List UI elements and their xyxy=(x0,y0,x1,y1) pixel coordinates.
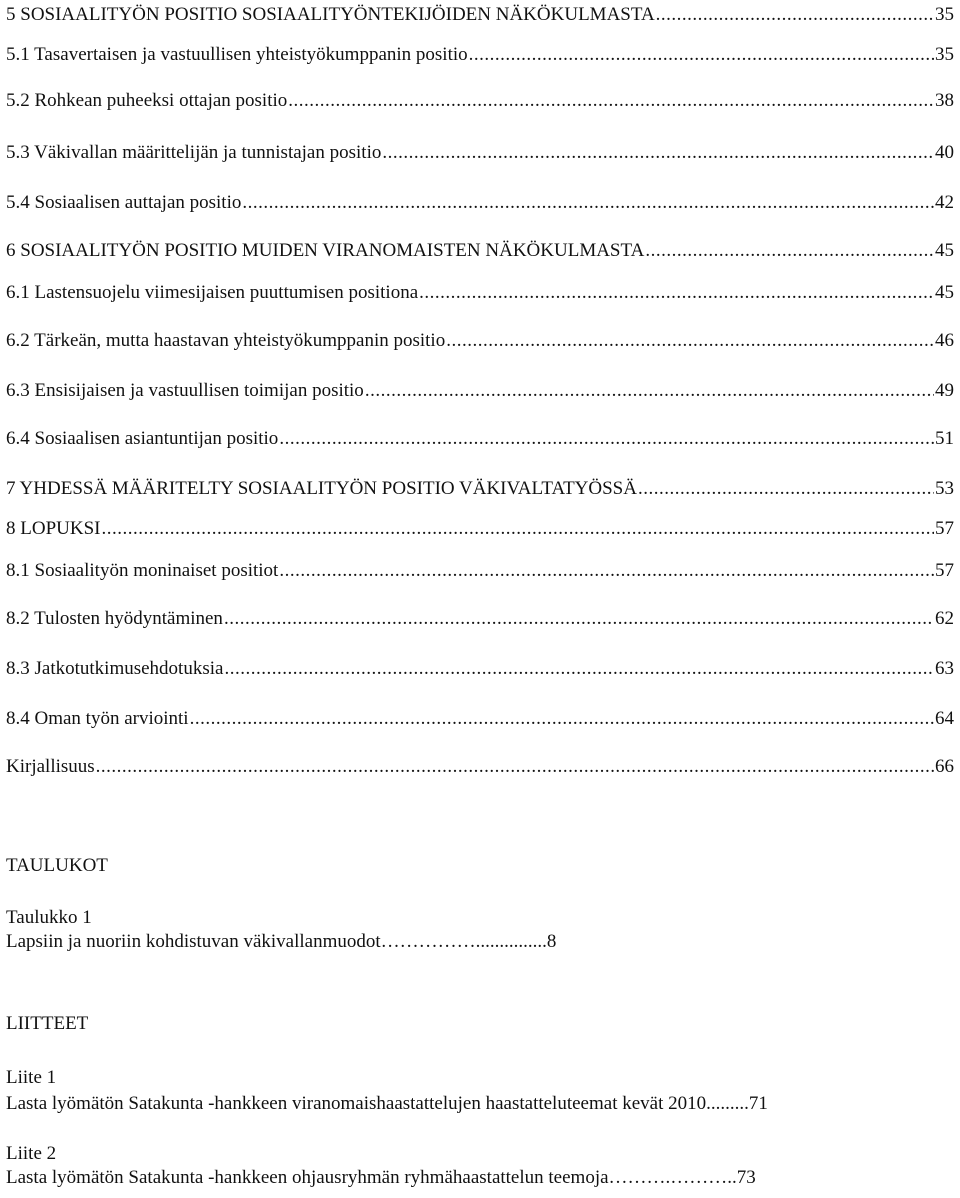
toc-entry-label: 5.3 Väkivallan määrittelijän ja tunnistajan positio xyxy=(6,142,382,163)
toc-entry-page: 64 xyxy=(935,708,954,729)
appendix-title: Liite 1 xyxy=(6,1067,57,1088)
toc-entry-label: 8.2 Tulosten hyödyntäminen xyxy=(6,608,223,629)
toc-entry-label: 6.1 Lastensuojelu viimesijaisen puuttumisen positiona xyxy=(6,282,419,303)
dot-leader xyxy=(656,2,934,28)
toc-entry-page: 62 xyxy=(935,608,954,629)
toc-entry[interactable] xyxy=(6,476,954,502)
toc-entry-label: 8.1 Sosiaalityön moninaiset positiot xyxy=(6,560,279,581)
toc-entry-page: 42 xyxy=(935,192,954,213)
toc-entry-label: 6.3 Ensisijaisen ja vastuullisen toimijan positio xyxy=(6,380,364,401)
toc-entry[interactable] xyxy=(6,280,954,306)
toc-entry-label: 5.4 Sosiaalisen auttajan positio xyxy=(6,192,242,213)
toc-entry-label: 5.2 Rohkean puheeksi ottajan positio xyxy=(6,90,288,111)
toc-entry[interactable] xyxy=(6,558,954,584)
dot-leader xyxy=(469,42,934,68)
toc-entry[interactable] xyxy=(6,656,954,682)
toc-entry-label: 5.1 Tasavertaisen ja vastuullisen yhteistyökumppanin positio xyxy=(6,44,468,65)
toc-entry-page: 66 xyxy=(935,756,954,777)
toc-entry[interactable] xyxy=(6,238,954,264)
toc-entry-label: 8.3 Jatkotutkimusehdotuksia xyxy=(6,658,224,679)
toc-entry[interactable] xyxy=(6,516,954,542)
dot-leader xyxy=(190,706,934,732)
toc-entry[interactable] xyxy=(6,2,954,28)
toc-entry[interactable] xyxy=(6,754,954,780)
dot-leader xyxy=(224,656,934,682)
toc-entry-label: 6.4 Sosiaalisen asiantuntijan positio xyxy=(6,428,279,449)
dot-leader xyxy=(645,238,934,264)
toc-entry-page: 57 xyxy=(935,518,954,539)
dot-leader xyxy=(365,378,934,404)
toc-entry-label: 8.4 Oman työn arviointi xyxy=(6,708,189,729)
toc-entry-label: Kirjallisuus xyxy=(6,756,95,777)
toc-entry-page: 57 xyxy=(935,560,954,581)
toc-entry-page: 38 xyxy=(935,90,954,111)
dot-leader xyxy=(446,328,934,354)
toc-entry-label: 6 SOSIAALITYÖN POSITIO MUIDEN VIRANOMAISTEN NÄKÖKULMASTA xyxy=(6,240,645,261)
toc-entry[interactable] xyxy=(6,88,954,114)
toc-entry[interactable] xyxy=(6,190,954,216)
toc-entry-page: 49 xyxy=(935,380,954,401)
dot-leader xyxy=(224,606,934,632)
dot-leader xyxy=(279,558,934,584)
toc-entry[interactable] xyxy=(6,42,954,68)
toc-entry-label: 8 LOPUKSI xyxy=(6,518,101,539)
toc-entry-page: 63 xyxy=(935,658,954,679)
toc-entry[interactable] xyxy=(6,706,954,732)
toc-entry[interactable] xyxy=(6,140,954,166)
appendices-heading: LIITTEET xyxy=(6,1013,89,1034)
toc-entry-label: 7 YHDESSÄ MÄÄRITELTY SOSIAALITYÖN POSITIO VÄKIVALTATYÖSSÄ xyxy=(6,478,637,499)
dot-leader xyxy=(101,516,934,542)
toc-entry-page: 40 xyxy=(935,142,954,163)
toc-entry-page: 53 xyxy=(935,478,954,499)
appendix-title: Liite 2 xyxy=(6,1143,57,1164)
dot-leader xyxy=(279,426,934,452)
dot-leader xyxy=(419,280,934,306)
toc-entry[interactable] xyxy=(6,328,954,354)
tables-heading: TAULUKOT xyxy=(6,855,108,876)
toc-entry-label: 6.2 Tärkeän, mutta haastavan yhteistyökumppanin positio xyxy=(6,330,446,351)
toc-entry-page: 51 xyxy=(935,428,954,449)
toc-entry-page: 46 xyxy=(935,330,954,351)
dot-leader xyxy=(96,754,934,780)
toc-entry-label: 5 SOSIAALITYÖN POSITIO SOSIAALITYÖNTEKIJÖIDEN NÄKÖKULMASTA xyxy=(6,4,655,25)
dot-leader xyxy=(382,140,934,166)
dot-leader xyxy=(242,190,934,216)
dot-leader xyxy=(288,88,934,114)
toc-entry[interactable] xyxy=(6,606,954,632)
toc-entry-page: 45 xyxy=(935,240,954,261)
toc-entry[interactable] xyxy=(6,426,954,452)
table-title: Taulukko 1 xyxy=(6,907,92,928)
appendix-list-entry[interactable]: Lasta lyömätön Satakunta -hankkeen ohjausryhmän ryhmähaastattelun teemoja……….………..73 xyxy=(6,1167,756,1188)
toc-entry-page: 35 xyxy=(935,44,954,65)
appendix-list-entry[interactable]: Lasta lyömätön Satakunta -hankkeen viranomaishaastattelujen haastatteluteemat kevät 2010.........71 xyxy=(6,1093,768,1114)
toc-entry-page: 35 xyxy=(935,4,954,25)
table-list-entry[interactable]: Lapsiin ja nuoriin kohdistuvan väkivallanmuodot……………...............8 xyxy=(6,931,557,952)
toc-entry[interactable] xyxy=(6,378,954,404)
toc-entry-page: 45 xyxy=(935,282,954,303)
dot-leader xyxy=(638,476,934,502)
